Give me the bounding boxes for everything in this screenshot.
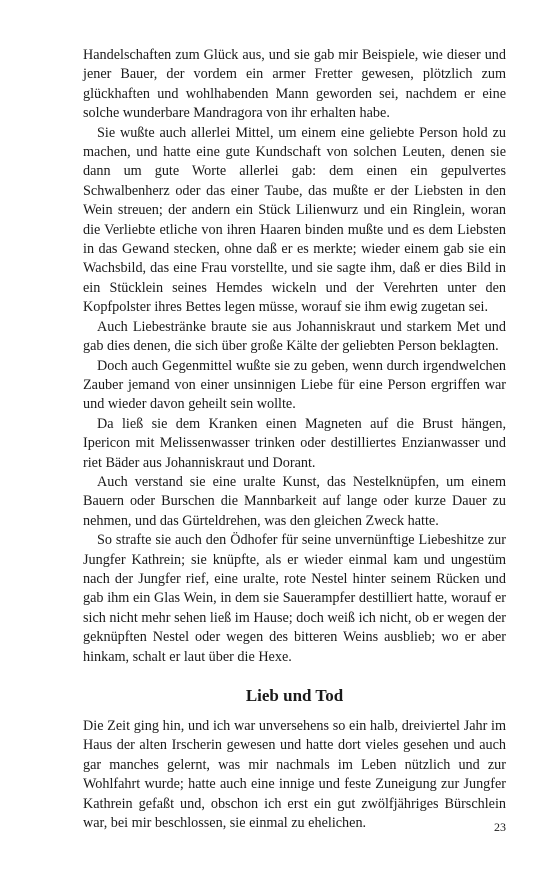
paragraph: Die Zeit ging hin, und ich war unversehens so ein halb, dreiviertel Jahr im Haus der alten Irscherin gewesen und hatte dort vieles gesehen und auch gar manches gelernt, was mir nachmals im Leben nützlich und zur Wohlfahrt wurde; hatte auch eine innige und feste Zuneigung zur Jungfer Kathrein gefaßt und, obschon ich erst ein gut zwölfjähriges Bürschlein war, bei mir beschlossen, sie einmal zu ehelichen.	[83, 718, 506, 832]
paragraph: So strafte sie auch den Ödhofer für seine unvernünftige Liebeshitze zur Jungfer Kathrein; sie knüpfte, als er wieder einmal kam und ungestüm nach der Jungfer rief, eine uralte, rote Nestel hinter seinem Rücken und gab ihm ein Glas Wein, in dem sie Sauerampfer destilliert hatte, worauf er sich nicht mehr sehen ließ im Hause; doch weiß ich nicht, ob er wegen der geknüpften Nestel oder wegen des bitteren Weins ausblieb; wo er aber hinkam, schalt er laut über die Hexe.	[83, 532, 506, 665]
paragraph: Sie wußte auch allerlei Mittel, um einem eine geliebte Person hold zu machen, und hatte eine gute Kundschaft von solchen Leuten, denen sie dann um gute Worte allerlei gab: dem einen ein gepulvertes Schwalbenherz oder das einer Taube, das mußte er der Liebsten in den Wein streuen; der andern ein Stück Lilienwurz und ein Ringlein, woran die Verliebte etliche von ihren Haaren binden mußte und es dem Liebsten in das Gewand stecken, ohne daß er es merkte; wieder einem gab sie ein Wachsbild, das eine Frau vorstellte, und sie sagte ihm, daß er dies Bild in ein Stücklein seines Hemdes wickeln und der Verehrten unter den Kopfpolster ihres Bettes legen müsse, worauf sie ihm ewig zugetan sei.	[83, 124, 506, 316]
book-page	[83, 46, 506, 833]
paragraph: Auch verstand sie eine uralte Kunst, das Nestelknüpfen, um einem Bauern oder Burschen die Mannbarkeit auf lange oder kurze Dauer zu nehmen, und das Gürteldrehen, was den gleichen Zweck hatte.	[83, 473, 506, 529]
paragraph: Handelschaften zum Glück aus, und sie gab mir Beispiele, wie dieser und jener Bauer, der vordem ein armer Fretter gewesen, plötzlich zum glückhaften und wohlhabenden Mann geworden sei, nachdem er eine solche wunderbare Mandragora von ihr erhalten habe.	[83, 47, 506, 122]
paragraph: Doch auch Gegenmittel wußte sie zu geben, wenn durch irgendwelchen Zauber jemand von einer unsinnigen Liebe für eine Person ergriffen war und wieder davon geheilt sein wollte.	[83, 357, 506, 413]
paragraph: Da ließ sie dem Kranken einen Magneten auf die Brust hängen, Ipericon mit Melissenwasser trinken oder destilliertes Enzianwasser und riet Bäder aus Johanniskraut und Dorant.	[83, 415, 506, 471]
chapter-heading: Lieb und Tod	[245, 686, 344, 705]
page-number: 23	[494, 820, 506, 834]
paragraph: Auch Liebestränke braute sie aus Johanniskraut und starkem Met und gab dies denen, die sich über große Kälte der geliebten Person beklagten.	[83, 318, 506, 355]
